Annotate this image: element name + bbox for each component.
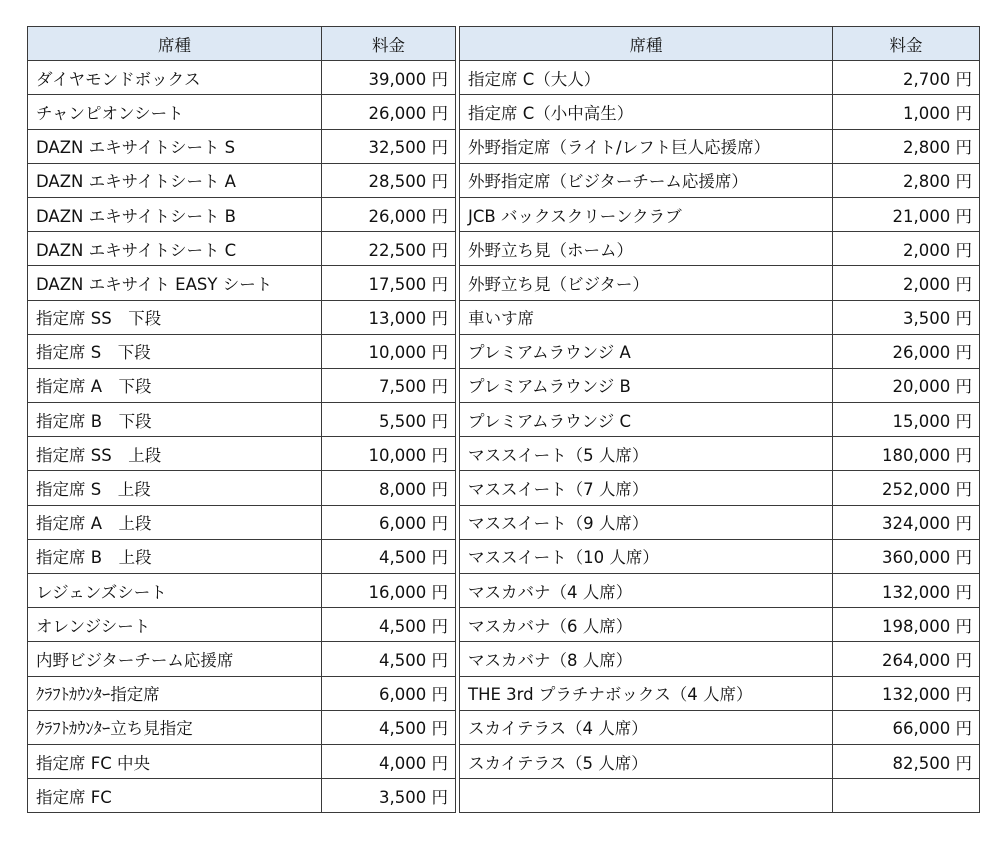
price-cell: 198,000 円	[833, 608, 980, 642]
seat-type-cell: 指定席 SS 下段	[28, 300, 322, 334]
seat-type-cell: 指定席 S 上段	[28, 471, 322, 505]
price-header: 料金	[833, 27, 980, 61]
price-cell: 4,500 円	[322, 642, 456, 676]
table-row	[28, 744, 456, 778]
seat-type-cell: 内野ビジターチーム応援席	[28, 642, 322, 676]
table-row	[28, 300, 456, 334]
table-row	[28, 642, 456, 676]
price-cell: 82,500 円	[833, 744, 980, 778]
seat-type-cell: ｸﾗﾌﾄｶｳﾝﾀｰ立ち見指定	[28, 710, 322, 744]
table-row	[460, 744, 980, 778]
table-row	[460, 642, 980, 676]
price-cell: 17,500 円	[322, 266, 456, 300]
price-cell: 264,000 円	[833, 642, 980, 676]
seat-type-cell: 外野指定席（ビジターチーム応援席）	[460, 163, 833, 197]
seat-type-cell: プレミアムラウンジ B	[460, 368, 833, 402]
seat-type-cell: JCB バックスクリーンクラブ	[460, 197, 833, 231]
seat-type-cell: プレミアムラウンジ C	[460, 403, 833, 437]
table-row	[28, 403, 456, 437]
seat-type-cell: DAZN エキサイト EASY シート	[28, 266, 322, 300]
table-row	[460, 539, 980, 573]
seat-type-cell: DAZN エキサイトシート B	[28, 197, 322, 231]
table-row	[28, 574, 456, 608]
seat-type-cell: スカイテラス（4 人席）	[460, 710, 833, 744]
table-row	[28, 676, 456, 710]
table-row	[28, 779, 456, 813]
table-row	[460, 232, 980, 266]
header-row	[460, 27, 980, 61]
table-row	[28, 710, 456, 744]
table-row	[28, 539, 456, 573]
price-cell: 132,000 円	[833, 574, 980, 608]
seat-type-cell: マススイート（7 人席）	[460, 471, 833, 505]
price-cell: 20,000 円	[833, 368, 980, 402]
seat-type-cell: 指定席 A 上段	[28, 505, 322, 539]
table-row	[460, 676, 980, 710]
seat-type-cell: 外野立ち見（ホーム）	[460, 232, 833, 266]
table-row	[28, 608, 456, 642]
seat-type-cell: 指定席 S 下段	[28, 334, 322, 368]
table-row	[460, 710, 980, 744]
price-cell: 15,000 円	[833, 403, 980, 437]
seat-type-cell: ｸﾗﾌﾄｶｳﾝﾀｰ指定席	[28, 676, 322, 710]
price-cell: 2,700 円	[833, 61, 980, 95]
seat-type-cell: 指定席 A 下段	[28, 368, 322, 402]
table-row	[28, 61, 456, 95]
seat-type-cell: 指定席 B 下段	[28, 403, 322, 437]
table-row	[460, 95, 980, 129]
seat-type-cell: DAZN エキサイトシート S	[28, 129, 322, 163]
price-cell: 7,500 円	[322, 368, 456, 402]
table-row	[28, 163, 456, 197]
price-cell: 252,000 円	[833, 471, 980, 505]
seat-type-cell: マスカバナ（4 人席）	[460, 574, 833, 608]
table-row	[460, 608, 980, 642]
table-row	[28, 368, 456, 402]
seat-type-cell: 指定席 C（大人）	[460, 61, 833, 95]
seat-type-cell: オレンジシート	[28, 608, 322, 642]
right-price-table	[459, 26, 980, 813]
price-cell: 32,500 円	[322, 129, 456, 163]
price-cell: 21,000 円	[833, 197, 980, 231]
left-price-table	[27, 26, 456, 813]
price-cell: 2,800 円	[833, 163, 980, 197]
seat-type-cell: マススイート（5 人席）	[460, 437, 833, 471]
seat-type-cell: 指定席 C（小中高生）	[460, 95, 833, 129]
price-cell: 324,000 円	[833, 505, 980, 539]
seat-type-cell: 指定席 B 上段	[28, 539, 322, 573]
price-cell: 26,000 円	[322, 197, 456, 231]
price-cell: 4,000 円	[322, 744, 456, 778]
seat-type-cell: ダイヤモンドボックス	[28, 61, 322, 95]
price-cell: 10,000 円	[322, 334, 456, 368]
price-cell: 3,500 円	[833, 300, 980, 334]
table-row	[28, 334, 456, 368]
price-cell: 360,000 円	[833, 539, 980, 573]
price-cell: 16,000 円	[322, 574, 456, 608]
seat-type-cell: マスカバナ（8 人席）	[460, 642, 833, 676]
price-cell: 26,000 円	[322, 95, 456, 129]
seat-type-header: 席種	[460, 27, 833, 61]
table-row	[460, 505, 980, 539]
price-cell: 13,000 円	[322, 300, 456, 334]
seat-type-cell: プレミアムラウンジ A	[460, 334, 833, 368]
seat-type-cell: DAZN エキサイトシート A	[28, 163, 322, 197]
table-row	[28, 197, 456, 231]
price-cell: 132,000 円	[833, 676, 980, 710]
price-cell: 22,500 円	[322, 232, 456, 266]
seat-type-cell	[460, 779, 833, 813]
table-row	[460, 163, 980, 197]
table-row	[460, 334, 980, 368]
price-cell: 6,000 円	[322, 505, 456, 539]
price-cell: 3,500 円	[322, 779, 456, 813]
price-cell: 39,000 円	[322, 61, 456, 95]
seat-type-cell: DAZN エキサイトシート C	[28, 232, 322, 266]
table-row	[28, 129, 456, 163]
table-row	[28, 266, 456, 300]
price-cell: 8,000 円	[322, 471, 456, 505]
seat-price-tables	[27, 26, 980, 813]
table-row	[460, 61, 980, 95]
seat-type-cell: スカイテラス（5 人席）	[460, 744, 833, 778]
price-cell: 4,500 円	[322, 539, 456, 573]
price-header: 料金	[322, 27, 456, 61]
seat-type-cell: 指定席 SS 上段	[28, 437, 322, 471]
table-row	[460, 129, 980, 163]
price-cell	[833, 779, 980, 813]
table-row	[28, 471, 456, 505]
price-cell: 5,500 円	[322, 403, 456, 437]
header-row	[28, 27, 456, 61]
seat-type-cell: チャンピオンシート	[28, 95, 322, 129]
price-cell: 28,500 円	[322, 163, 456, 197]
table-row	[460, 437, 980, 471]
price-cell: 2,000 円	[833, 266, 980, 300]
right-table-body	[460, 61, 980, 813]
price-cell: 66,000 円	[833, 710, 980, 744]
price-cell: 4,500 円	[322, 710, 456, 744]
table-row	[460, 574, 980, 608]
table-row	[460, 300, 980, 334]
seat-type-cell: 指定席 FC	[28, 779, 322, 813]
price-cell: 1,000 円	[833, 95, 980, 129]
table-row	[28, 437, 456, 471]
price-cell: 26,000 円	[833, 334, 980, 368]
seat-type-cell: 外野立ち見（ビジター）	[460, 266, 833, 300]
table-row	[460, 471, 980, 505]
table-row	[28, 232, 456, 266]
seat-type-cell: 外野指定席（ライト/レフト巨人応援席）	[460, 129, 833, 163]
table-row	[460, 266, 980, 300]
seat-type-cell: マスカバナ（6 人席）	[460, 608, 833, 642]
table-row	[460, 403, 980, 437]
price-cell: 2,800 円	[833, 129, 980, 163]
left-table-body	[28, 61, 456, 813]
seat-type-cell: 車いす席	[460, 300, 833, 334]
price-cell: 6,000 円	[322, 676, 456, 710]
price-cell: 4,500 円	[322, 608, 456, 642]
table-row	[460, 368, 980, 402]
table-row	[460, 779, 980, 813]
table-row	[28, 95, 456, 129]
price-cell: 180,000 円	[833, 437, 980, 471]
table-row	[28, 505, 456, 539]
price-cell: 10,000 円	[322, 437, 456, 471]
seat-type-cell: マススイート（10 人席）	[460, 539, 833, 573]
seat-type-cell: レジェンズシート	[28, 574, 322, 608]
table-row	[460, 197, 980, 231]
seat-type-cell: THE 3rd プラチナボックス（4 人席）	[460, 676, 833, 710]
seat-type-cell: 指定席 FC 中央	[28, 744, 322, 778]
seat-type-header: 席種	[28, 27, 322, 61]
seat-type-cell: マススイート（9 人席）	[460, 505, 833, 539]
price-cell: 2,000 円	[833, 232, 980, 266]
